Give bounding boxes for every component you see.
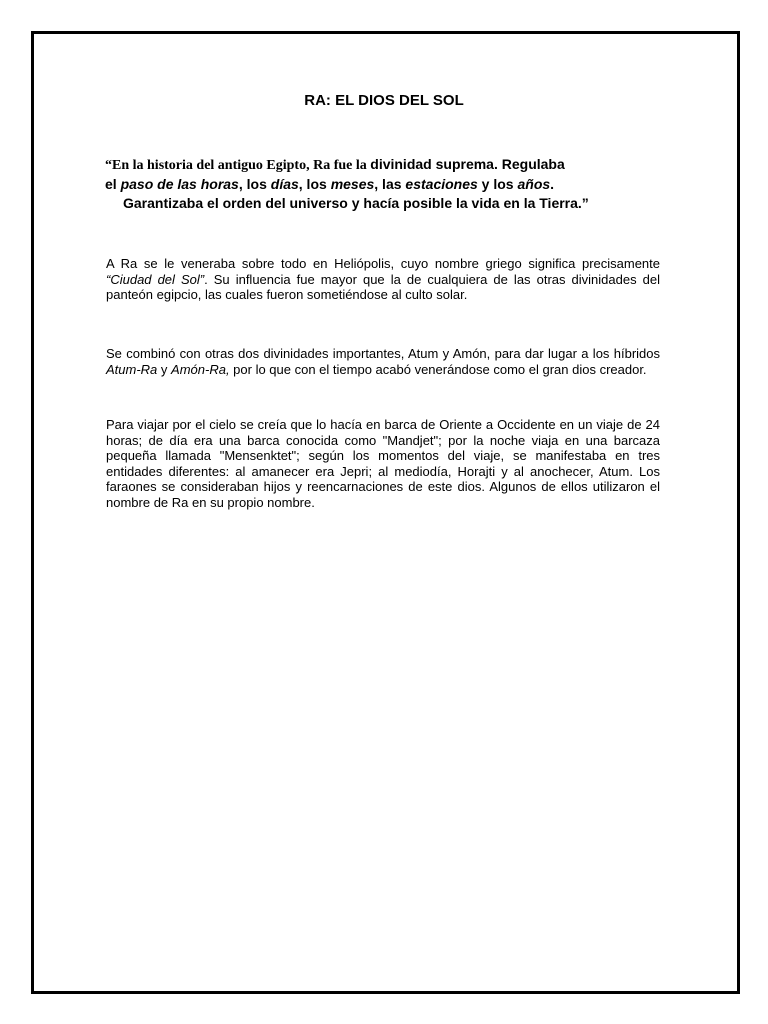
paragraph-journey: Para viajar por el cielo se creía que lo hacía en barca de Oriente a Occidente en un viaje de 24 horas; de día era una barca conocida como "Mandjet"; por la noche viaja en una barcaza pequeña llamada "Mensenktet"; según los momentos del viaje, se manifestaba en tres entidades diferentes: al amanecer era Jepri; al mediodía, Horajti y al anochecer, Atum. Los faraones se consideraban hijos y reencarnaciones de este dios. Algunos de ellos utilizaron el nombre de Ra en su propio nombre. <box>106 417 660 510</box>
quote-emphasis: estaciones <box>405 176 478 192</box>
quote-text: , los <box>238 176 271 192</box>
quote-text: , los <box>298 176 331 192</box>
quote-line1-sans: divinidad suprema. Regulaba <box>370 156 565 172</box>
quote-emphasis: años <box>517 176 551 192</box>
quote-text: . <box>550 176 555 192</box>
quote-emphasis: paso de las horas <box>120 176 239 192</box>
paragraph-text: A Ra se le veneraba sobre todo en Heliópolis, cuyo nombre griego significa precisamente <box>106 256 660 271</box>
paragraph-text: y <box>157 361 172 377</box>
quote-text: , las <box>374 176 406 192</box>
paragraph-text: por lo que con el tiempo acabó venerándose como el gran dios creador. <box>229 361 647 377</box>
quote-text: el <box>105 176 121 192</box>
quote-emphasis: meses <box>330 176 375 192</box>
paragraph-text: Se combinó con otras dos divinidades importantes, Atum y Amón, para dar lugar a los híbridos <box>106 346 660 361</box>
paragraph-text: . Su influencia fue mayor que la de cualquiera de las otras divinidades del panteón egipcio, las cuales fueron sometiéndose al culto solar. <box>106 271 660 303</box>
paragraph-emphasis: Atum-Ra <box>106 361 158 377</box>
quote-line1-serif: “En la historia del antiguo Egipto, Ra fue la <box>105 158 371 173</box>
quote-emphasis: días <box>270 176 299 192</box>
paragraph-emphasis: Amón-Ra, <box>171 361 230 377</box>
paragraph-hybrids <box>106 346 660 377</box>
paragraph-heliopolis <box>106 256 660 303</box>
intro-quote <box>105 155 665 213</box>
quote-line3: Garantizaba el orden del universo y hacía posible la vida en la Tierra.” <box>123 195 589 211</box>
document-title: RA: EL DIOS DEL SOL <box>304 92 464 109</box>
quote-text: y los <box>477 176 518 192</box>
paragraph-emphasis: “Ciudad del Sol” <box>106 271 205 287</box>
